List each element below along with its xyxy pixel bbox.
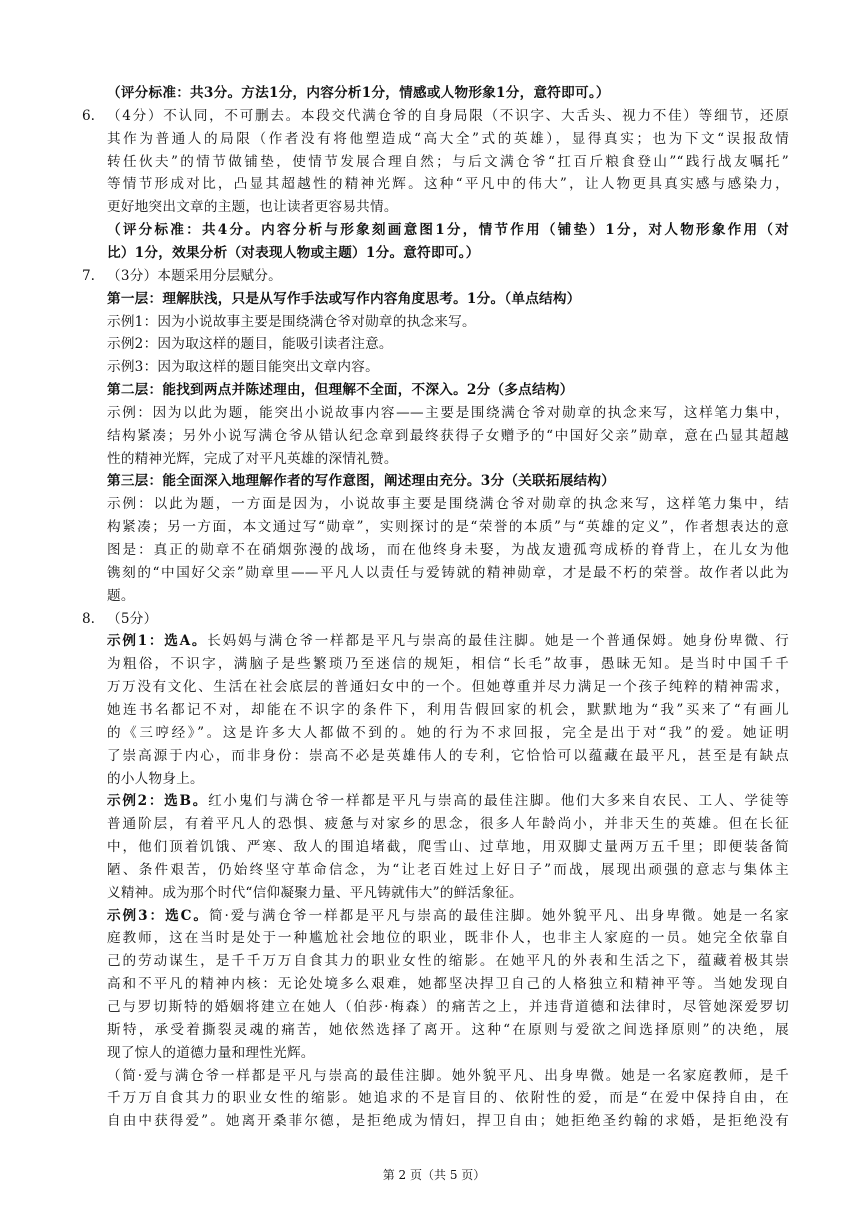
- text-line: （简·爱与满仓爷一样都是平凡与崇高的最佳注脚。她外貌平凡、出身卑微。她是一名家庭教师，是千: [107, 1067, 789, 1084]
- text-line: 示例3：因为取这样的题目能突出文章内容。: [107, 359, 379, 376]
- text-line: 庭教师，这在当时是处于一种尴尬社会地位的职业，既非仆人，也非主人家庭的一员。她完全依靠自: [107, 930, 789, 947]
- text-line: 现了惊人的道德力量和理性光辉。: [107, 1044, 315, 1061]
- scoring-criteria-line: 比）1分，效果分析（对表现人物或主题）1分。意符即可。）: [107, 244, 480, 261]
- text-line: 她连书名都记不对，却能在不识字的条件下，利用告假回家的机会，默默地为“我”买来了“有画儿: [107, 701, 789, 718]
- text-line: 斯特，承受着撕裂灵魂的痛苦，她依然选择了离开。这种“在原则与爱欲之间选择原则”的决绝，展: [107, 1021, 789, 1038]
- text-line: 中，他们顶着饥饿、严寒、敌人的围追堵截，爬雪山、过草地，用双脚丈量两万五千里；即便装备简: [107, 839, 789, 856]
- text-line: 高和不平凡的精神内核：无论处境多么艰难，她都坚决捍卫自己的人格独立和精神平等。当她发现自: [107, 976, 789, 993]
- text-line: 构紧凑；另一方面，本文通过写“勋章”，实则探讨的是“荣誉的本质”与“英雄的定义”，作者想表达的意: [107, 519, 789, 536]
- text-line: 性的精神光辉，完成了对平凡英雄的深情礼赞。: [107, 450, 398, 467]
- text-line: 结构紧凑；另外小说写满仓爷从错认纪念章到最终获得子女赠予的“中国好父亲”勋章，意在凸显其超越: [107, 427, 789, 444]
- text-line: 陋、条件艰苦，仍始终坚守革命信念，为“让老百姓过上好日子”而战，展现出顽强的意志与集体主: [107, 861, 789, 878]
- text-line: 其作为普通人的局限（作者没有将他塑造成“高大全”式的英雄），显得真实；也为下文“误报敌情: [107, 130, 789, 147]
- text-line: 示例1：选A。长妈妈与满仓爷一样都是平凡与崇高的最佳注脚。她是一个普通保姆。她身份卑微、行: [107, 633, 789, 650]
- text-line: 义精神。成为那个时代“信仰凝聚力量、平凡铸就伟大”的鲜活象征。: [107, 884, 523, 901]
- text-line: 示例2：因为取这样的题目，能吸引读者注意。: [107, 336, 393, 353]
- scoring-criteria-line: 第二层：能找到两点并陈述理由，但理解不全面，不深入。2分（多点结构）: [107, 382, 574, 399]
- text-line: 示例2：选B。红小鬼们与满仓爷一样都是平凡与崇高的最佳注脚。他们大多来自农民、工人、学徒等: [107, 793, 790, 810]
- question-number: 7.: [82, 267, 95, 284]
- text-line: 示例：以此为题，一方面是因为，小说故事主要是围绕满仓爷对勋章的执念来写，这样笔力集中，结: [107, 496, 789, 513]
- text-line: 普通阶层，有着平凡人的恐惧、疲惫与对家乡的思念，很多人年龄尚小，并非天生的英雄。但在长征: [107, 816, 789, 833]
- text-line: 等情节形成对比，凸显其超越性的精神光辉。这种“平凡中的伟大”，让人物更具真实感与感染力，: [107, 176, 789, 193]
- text-line: 万万没有文化、生活在社会底层的普通妇女中的一个。但她尊重并尽力满足一个孩子纯粹的精神需求，: [107, 679, 789, 696]
- text-line: （3分）本题采用分层赋分。: [107, 267, 283, 284]
- text-line: 示例1：因为小说故事主要是围绕满仓爷对勋章的执念来写。: [107, 313, 476, 330]
- page-footer: 第 2 页（共 5 页）: [382, 1168, 486, 1182]
- question-number: 6.: [82, 107, 95, 124]
- text-line: （4分）不认同，不可删去。本段交代满仓爷的自身局限（不识字、大舌头、视力不佳）等细节，还原: [107, 107, 789, 124]
- scoring-criteria-line: 第三层：能全面深入地理解作者的写作意图，阐述理由充分。3分（关联拓展结构）: [107, 473, 616, 490]
- text-line: 镌刻的“中国好父亲”勋章里——平凡人以责任与爱铸就的精神勋章，才是最不朽的荣誉。故作者以此为: [107, 564, 789, 581]
- text-line: （5分）: [107, 610, 158, 627]
- text-line: 己与罗切斯特的婚姻将建立在她人（伯莎·梅森）的痛苦之上，并违背道德和法律时，尽管她深爱罗切: [107, 999, 789, 1015]
- text-line: 转任伙夫”的情节做铺垫，使情节发展合理自然；与后文满仓爷“扛百斤粮食登山”“践行战友嘱托”: [107, 153, 789, 170]
- text-line: 自由中获得爱”。她离开桑菲尔德，是拒绝成为情妇，捍卫自由；她拒绝圣约翰的求婚，是拒绝没有: [107, 1113, 789, 1130]
- text-line: 示例：因为以此为题，能突出小说故事内容——主要是围绕满仓爷对勋章的执念来写，这样笔力集中，: [107, 404, 789, 421]
- text-line: 图是：真正的勋章不在硝烟弥漫的战场，而在他终身未娶，为战友遗孤弯成桥的脊背上，在儿女为他: [107, 542, 789, 558]
- text-line: 的《三哼经》”。这是许多大人都做不到的。她的行为不求回报，完全是出于对“我”的爱。她证明: [107, 724, 789, 741]
- text-line: 千万万自食其力的职业女性的缩影。她追求的不是盲目的、依附性的爱，而是“在爱中保持自由，在: [107, 1090, 789, 1107]
- question-number: 8.: [82, 610, 95, 627]
- text-line: 更好地突出文章的主题，也让读者更容易共情。: [107, 199, 398, 216]
- text-line: 为粗俗，不识字，满脑子是些繁琐乃至迷信的规矩，相信“长毛”故事，愚昧无知。是当时中国千千: [107, 656, 789, 673]
- text-line: 示例3：选C。简·爱与满仓爷一样都是平凡与崇高的最佳注脚。她外貌平凡、出身卑微。她是一名家: [107, 907, 789, 924]
- text-line: 题。: [107, 587, 135, 604]
- text-line: 己的劳动谋生，是千千万万自食其力的职业女性的缩影。在她平凡的外表和生活之下，蕴藏着极其崇: [107, 953, 789, 970]
- text-line: 了崇高源于内心，而非身份：崇高不必是英雄伟人的专利，它恰恰可以蕴藏在最平凡，甚至是有缺点: [107, 747, 789, 764]
- scoring-criteria-line: 第一层：理解肤浅，只是从写作手法或写作内容角度思考。1分。（单点结构）: [107, 290, 581, 307]
- scoring-criteria-line: （评分标准：共3分。方法1分，内容分析1分，情感或人物形象1分，意符即可。）: [107, 85, 610, 101]
- text-line: 的小人物身上。: [107, 770, 204, 787]
- scoring-criteria-line: （评分标准：共4分。内容分析与形象刻画意图1分，情节作用（铺垫）1分，对人物形象作用（对: [107, 222, 789, 239]
